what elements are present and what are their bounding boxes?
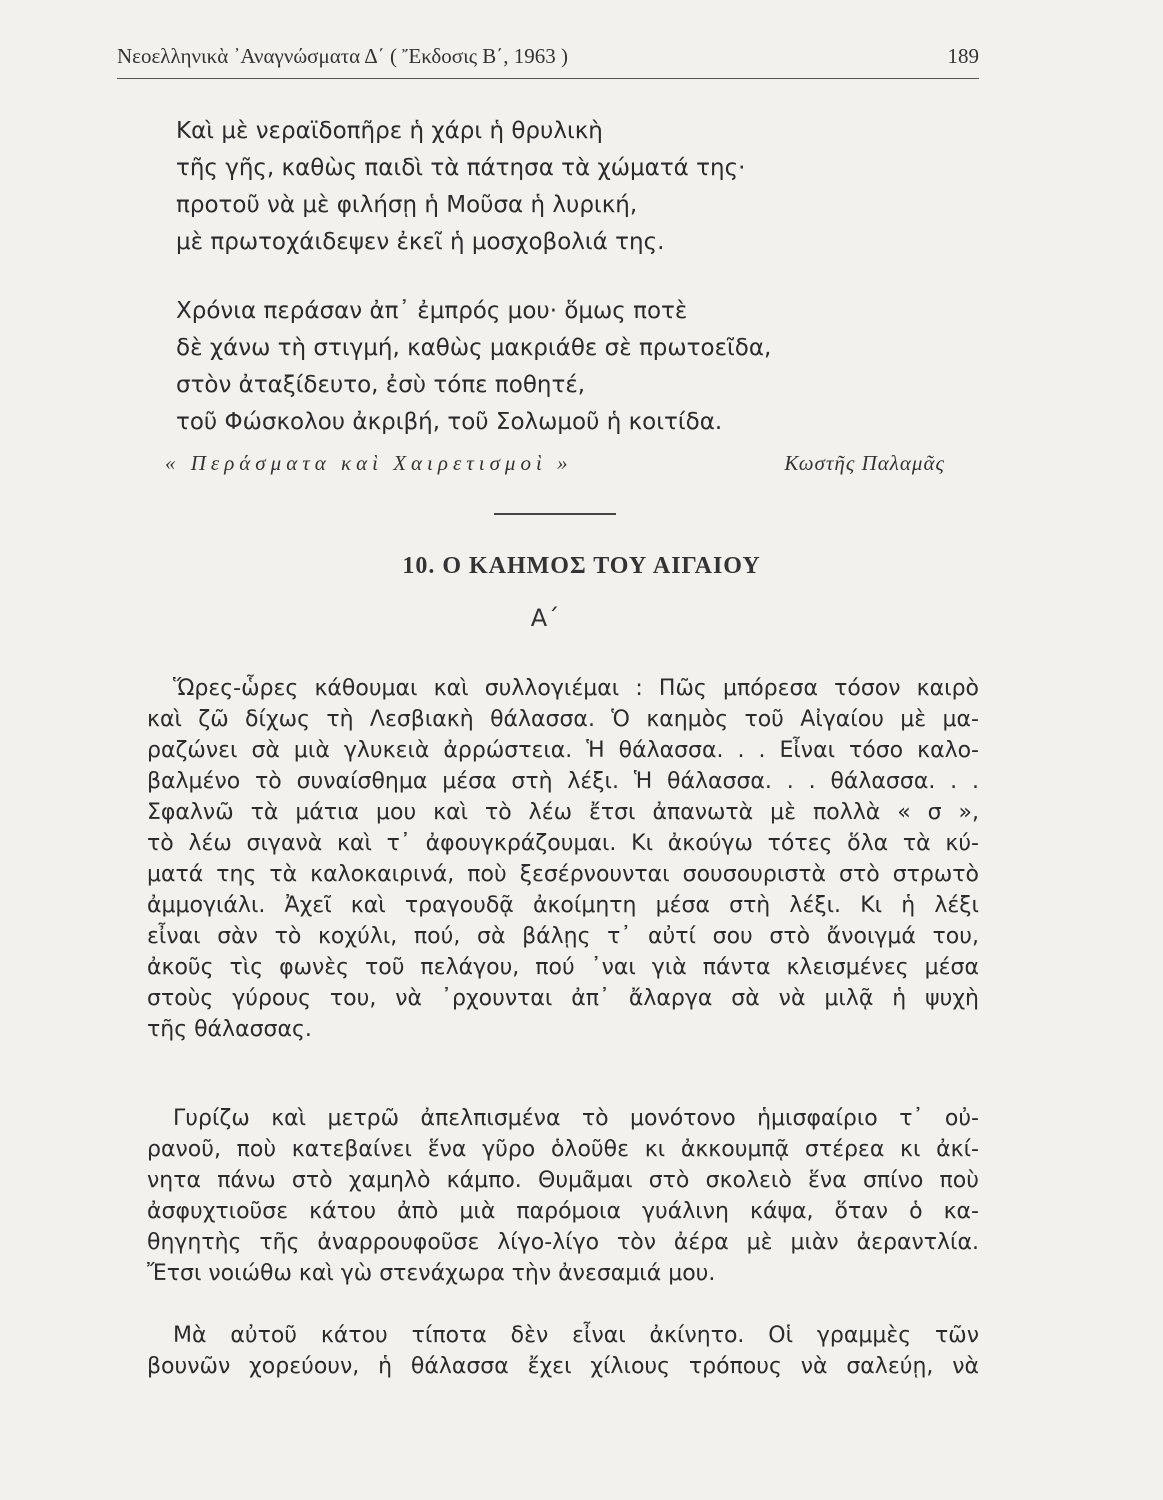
prose-line: ἀκοῦς τὶς φωνὲς τοῦ πελάγου, πού ᾿ναι γιὰ πάντα κλεισμένες μέσα xyxy=(147,955,979,980)
poem-line: τῆς γῆς, καθὼς παιδὶ τὰ πάτησα τὰ χώματά της· xyxy=(176,155,746,181)
prose-line: ματά της τὰ καλοκαιρινά, ποὺ ξεσέρνουνται σουσουριστὰ στὸ στρωτὸ xyxy=(147,862,979,887)
prose-line: καὶ ζῶ δίχως τὴ Λεσβιακὴ θάλασσα. Ὁ καημὸς τοῦ Αἰγαίου μὲ μα- xyxy=(147,707,979,732)
paragraph-2 xyxy=(147,1103,979,1289)
prose-line: στοὺς γύρους του, νὰ ᾿ρχουνται ἀπ᾿ ἄλαργα σὰ νὰ μιλᾷ ἡ ψυχὴ xyxy=(147,986,979,1011)
poem-line: προτοῦ νὰ μὲ φιλήσῃ ἡ Μοῦσα ἡ λυρική, xyxy=(176,192,638,218)
prose-line: τὸ λέω σιγανὰ καὶ τ᾿ ἀφουγκράζουμαι. Κι ἀκούγω τότες ὅλα τὰ κύ- xyxy=(147,831,979,856)
prose-line: ρανοῦ, ποὺ κατεβαίνει ἕνα γῦρο ὁλοῦθε κι ἀκκουμπᾷ στέρεα κι ἀκί- xyxy=(147,1137,979,1162)
prose-line: ἀσφυχτιοῦσε κάτου ἀπὸ μιὰ παρόμοια γυάλινη κάψα, ὅταν ὁ κα- xyxy=(147,1199,979,1224)
part-label: Α΄ xyxy=(530,604,560,632)
prose-line: ἀμμογιάλι. Ἀχεῖ καὶ τραγουδᾷ ἀκοίμητη μέσα στὴ λέξι. Κι ἡ λέξι xyxy=(147,893,979,918)
prose-line: Ὥρες-ὧρες κάθουμαι καὶ συλλογιέμαι : Πῶς μπόρεσα τόσον καιρὸ xyxy=(173,676,979,701)
prose-line: Μὰ αὐτοῦ κάτου τίποτα δὲν εἶναι ἀκίνητο. Οἱ γραμμὲς τῶν xyxy=(173,1323,979,1348)
prose-line: Ἔτσι νοιώθω καὶ γὼ στενάχωρα τὴν ἀνεσαμιά μου. xyxy=(147,1261,716,1286)
page-header xyxy=(117,44,979,69)
paragraph-1 xyxy=(147,673,979,1045)
prose-line: θηγητὴς τῆς ἀναρρουφοῦσε λίγο-λίγο τὸν ἀέρα μὲ μιὰν ἀεραντλία. xyxy=(147,1230,979,1255)
section-divider xyxy=(494,513,616,515)
poem-stanza-2 xyxy=(176,293,771,441)
section-title: 10. Ο ΚΑΗΜΟΣ ΤΟΥ ΑΙΓΑΙΟΥ xyxy=(402,553,761,579)
prose-line: βουνῶν χορεύουν, ἡ θάλασσα ἔχει χίλιους τρόπους νὰ σαλεύῃ, νὰ xyxy=(147,1354,979,1379)
poem-line: μὲ πρωτοχάιδεψεν ἐκεῖ ἡ μοσχοβολιά της. xyxy=(176,229,665,255)
poem-line: Χρόνια περάσαν ἀπ᾿ ἐμπρός μου· ὅμως ποτὲ xyxy=(176,298,688,324)
paragraph-3 xyxy=(147,1320,979,1382)
prose-line: ραζώνει σὰ μιὰ γλυκειὰ ἀρρώστεια. Ἡ θάλασσα. . . Εἶναι τόσο καλο- xyxy=(147,738,979,763)
header-rule xyxy=(117,78,979,79)
poem-line: δὲ χάνω τὴ στιγμή, καθὼς μακριάθε σὲ πρωτοεῖδα, xyxy=(176,335,772,361)
author-name: Κωστῆς Παλαμᾶς xyxy=(784,451,945,475)
source-work: « Περάσματα καὶ Χαιρετισμοὶ » xyxy=(165,451,573,475)
prose-line: Σφαλνῶ τὰ μάτια μου καὶ τὸ λέω ἔτσι ἀπανωτὰ μὲ πολλὰ « σ », xyxy=(147,800,979,825)
prose-line: τῆς θάλασσας. xyxy=(147,1017,312,1042)
page-number: 189 xyxy=(947,44,979,68)
poem-attribution xyxy=(165,451,945,476)
prose-line: Γυρίζω καὶ μετρῶ ἀπελπισμένα τὸ μονότονο ἡμισφαίριο τ᾿ οὐ- xyxy=(173,1106,979,1131)
prose-line: εἶναι σὰν τὸ κοχύλι, πού, σὰ βάλῃς τ᾿ αὐτί σου στὸ ἄνοιγμά του, xyxy=(147,924,979,949)
prose-line: βαλμένο τὸ συναίσθημα μέσα στὴ λέξι. Ἡ θάλασσα. . . θάλασσα. . . xyxy=(147,769,979,794)
prose-line: νητα πάνω στὸ χαμηλὸ κάμπο. Θυμᾶμαι στὸ σκολειὸ ἕνα σπίνο ποὺ xyxy=(147,1168,979,1193)
poem-line: στὸν ἀταξίδευτο, ἐσὺ τόπε ποθητέ, xyxy=(176,372,586,398)
poem-line: Καὶ μὲ νεραϊδοπῆρε ἡ χάρι ἡ θρυλικὴ xyxy=(176,118,603,144)
poem-stanza-1 xyxy=(176,113,745,261)
poem-line: τοῦ Φώσκολου ἀκριβή, τοῦ Σολωμοῦ ἡ κοιτίδα. xyxy=(176,409,723,435)
running-title: Νεοελληνικὰ ᾿Αναγνώσματα Δ΄ ( Ἔκδοσις Β΄, 1963 ) xyxy=(117,44,569,68)
